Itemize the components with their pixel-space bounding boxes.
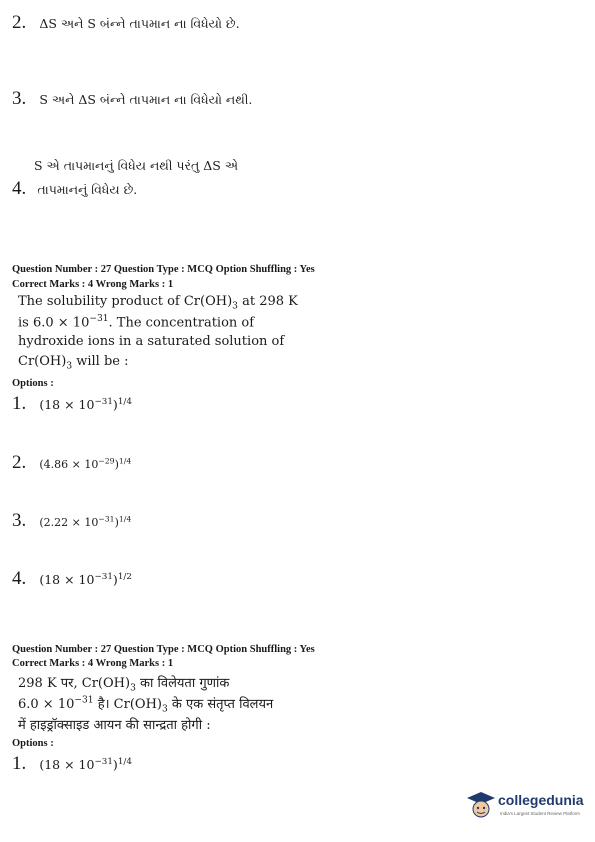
option-2-gu bbox=[12, 12, 240, 34]
question-text-line2: is $6.0 \times 10^{-31}$. The concentration of bbox=[18, 314, 255, 331]
question-text-line3: hydroxide ions in a saturated solution of bbox=[18, 334, 285, 349]
option-1-hi[interactable] bbox=[12, 753, 132, 775]
option-text: $(18 \times 10^{-31})^{1/4}$ bbox=[39, 756, 132, 772]
option-3-gu bbox=[12, 88, 252, 110]
option-number: 4. bbox=[12, 568, 27, 589]
question-text-hi-line3: में हाइड्रॉक्साइड आयन की सान्द्रता होगी : bbox=[18, 718, 211, 733]
option-4[interactable] bbox=[12, 568, 132, 590]
option-number: 2. bbox=[12, 452, 27, 473]
option-3[interactable] bbox=[12, 510, 131, 532]
option-4-gu-line1: S એ તાપમાનનું વિધેય નથી પરંતુ ΔS એ bbox=[34, 158, 239, 173]
option-2[interactable] bbox=[12, 452, 131, 474]
option-number: 2. bbox=[12, 12, 27, 33]
option-text: તાપમાનનું વિધેય છે. bbox=[37, 182, 138, 197]
graduate-icon bbox=[466, 790, 496, 820]
options-label: Options : bbox=[12, 378, 54, 389]
option-text: $(18 \times 10^{-31})^{1/2}$ bbox=[39, 571, 132, 587]
option-number: 4. bbox=[12, 178, 27, 199]
logo-wordmark: collegedunia bbox=[498, 792, 584, 808]
question-text-hi-line2: $6.0 \times 10^{-31}$ है। $Cr(OH)_3$ के एक संतृप्त विलयन bbox=[18, 695, 274, 715]
question-text-hi-line1: 298 K पर, $Cr(OH)_3$ का विलेयता गुणांक bbox=[18, 676, 230, 694]
option-text: ΔS અને S બંન્ને તાપમાન ના વિધેયો છે. bbox=[39, 16, 240, 31]
option-text: $(2.22 \times 10^{-31})^{1/4}$ bbox=[39, 514, 132, 529]
logo-tagline: India's Largest Student Review Platform bbox=[500, 811, 580, 816]
question-meta-line1: Question Number : 27 Question Type : MCQ Option Shuffling : Yes bbox=[12, 264, 315, 275]
option-number: 1. bbox=[12, 393, 27, 414]
collegedunia-logo bbox=[466, 786, 590, 826]
options-label-hi: Options : bbox=[12, 738, 54, 749]
option-text: S અને ΔS બંન્ને તાપમાન ના વિધેયો નથી. bbox=[39, 92, 253, 107]
option-4-gu bbox=[12, 178, 137, 200]
option-number: 1. bbox=[12, 753, 27, 774]
question-meta-line2: Correct Marks : 4 Wrong Marks : 1 bbox=[12, 279, 174, 290]
option-text: $(18 \times 10^{-31})^{1/4}$ bbox=[39, 396, 132, 412]
option-number: 3. bbox=[12, 88, 27, 109]
question-text-line4: $Cr(OH)_3$ will be : bbox=[18, 354, 129, 372]
option-1[interactable] bbox=[12, 393, 132, 415]
question-meta-line2-hi: Correct Marks : 4 Wrong Marks : 1 bbox=[12, 658, 174, 669]
option-text: $(4.86 \times 10^{-29})^{1/4}$ bbox=[39, 456, 132, 471]
question-text-line1: The solubility product of $Cr(OH)_3$ at 298 K bbox=[18, 294, 298, 312]
option-number: 3. bbox=[12, 510, 27, 531]
question-meta-line1-hi: Question Number : 27 Question Type : MCQ Option Shuffling : Yes bbox=[12, 644, 315, 655]
